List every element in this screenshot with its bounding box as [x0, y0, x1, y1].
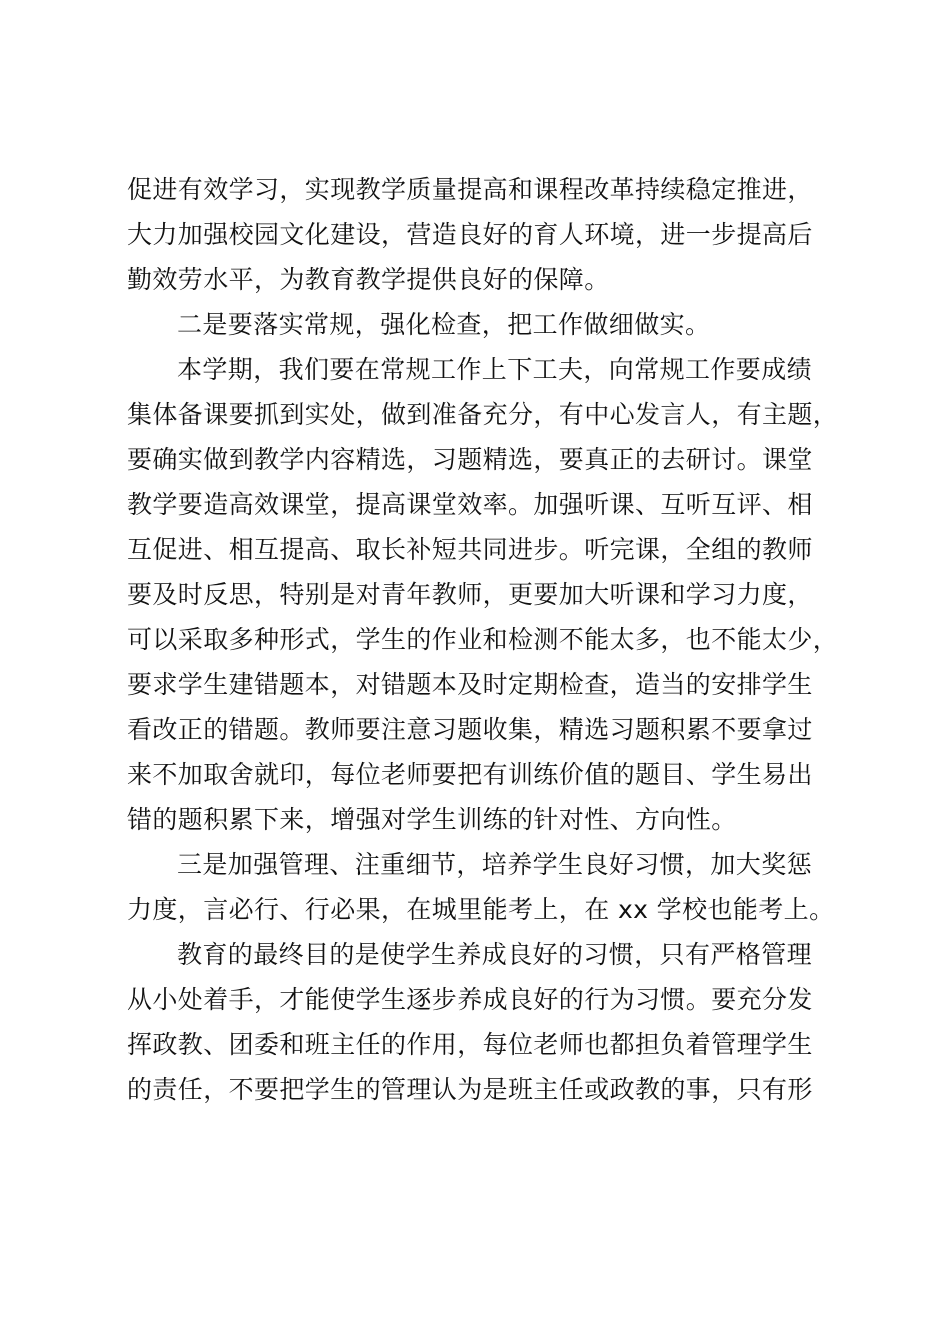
text-line: 要求学生建错题本，对错题本及时定期检查，造当的安排学生	[127, 670, 813, 699]
text-line: 错的题积累下来，增强对学生训练的针对性、方向性。	[127, 805, 737, 834]
text-line: 要确实做到教学内容精选，习题精选，要真正的去研讨。课堂	[127, 445, 813, 474]
text-line: 力度，言必行、行必果，在城里能考上，在 xx 学校也能考上。	[127, 895, 835, 924]
text-line: 大力加强校园文化建设，营造良好的育人环境，进一步提高后	[127, 220, 813, 249]
text-line: 勤效劳水平，为教育教学提供良好的保障。	[127, 265, 610, 294]
text-line: 二是要落实常规，强化检查，把工作做细做实。	[177, 310, 711, 339]
text-line: 从小处着手，才能使学生逐步养成良好的行为习惯。要充分发	[127, 985, 813, 1014]
text-line: 看改正的错题。教师要注意习题收集，精选习题积累不要拿过	[127, 715, 813, 744]
text-line: 本学期，我们要在常规工作上下工夫，向常规工作要成绩	[177, 355, 813, 384]
text-line: 互促进、相互提高、取长补短共同进步。听完课，全组的教师	[127, 535, 813, 564]
text-line: 挥政教、团委和班主任的作用，每位老师也都担负着管理学生	[127, 1030, 813, 1059]
text-line: 要及时反思，特别是对青年教师，更要加大听课和学习力度，	[127, 580, 813, 609]
text-line: 三是加强管理、注重细节，培养学生良好习惯，加大奖惩	[177, 850, 813, 879]
text-line: 促进有效学习，实现教学质量提高和课程改革持续稳定推进，	[127, 175, 813, 204]
text-line: 来不加取舍就印，每位老师要把有训练价值的题目、学生易出	[127, 760, 813, 789]
document-body	[127, 167, 847, 1112]
text-line: 教育的最终目的是使学生养成良好的习惯，只有严格管理	[177, 940, 813, 969]
text-line: 的责任，不要把学生的管理认为是班主任或政教的事，只有形	[127, 1075, 813, 1104]
text-line: 教学要造高效课堂，提高课堂效率。加强听课、互听互评、相	[127, 490, 813, 519]
text-line: 可以采取多种形式，学生的作业和检测不能太多，也不能太少，	[127, 625, 839, 654]
text-line: 集体备课要抓到实处，做到准备充分，有中心发言人，有主题，	[127, 400, 839, 429]
